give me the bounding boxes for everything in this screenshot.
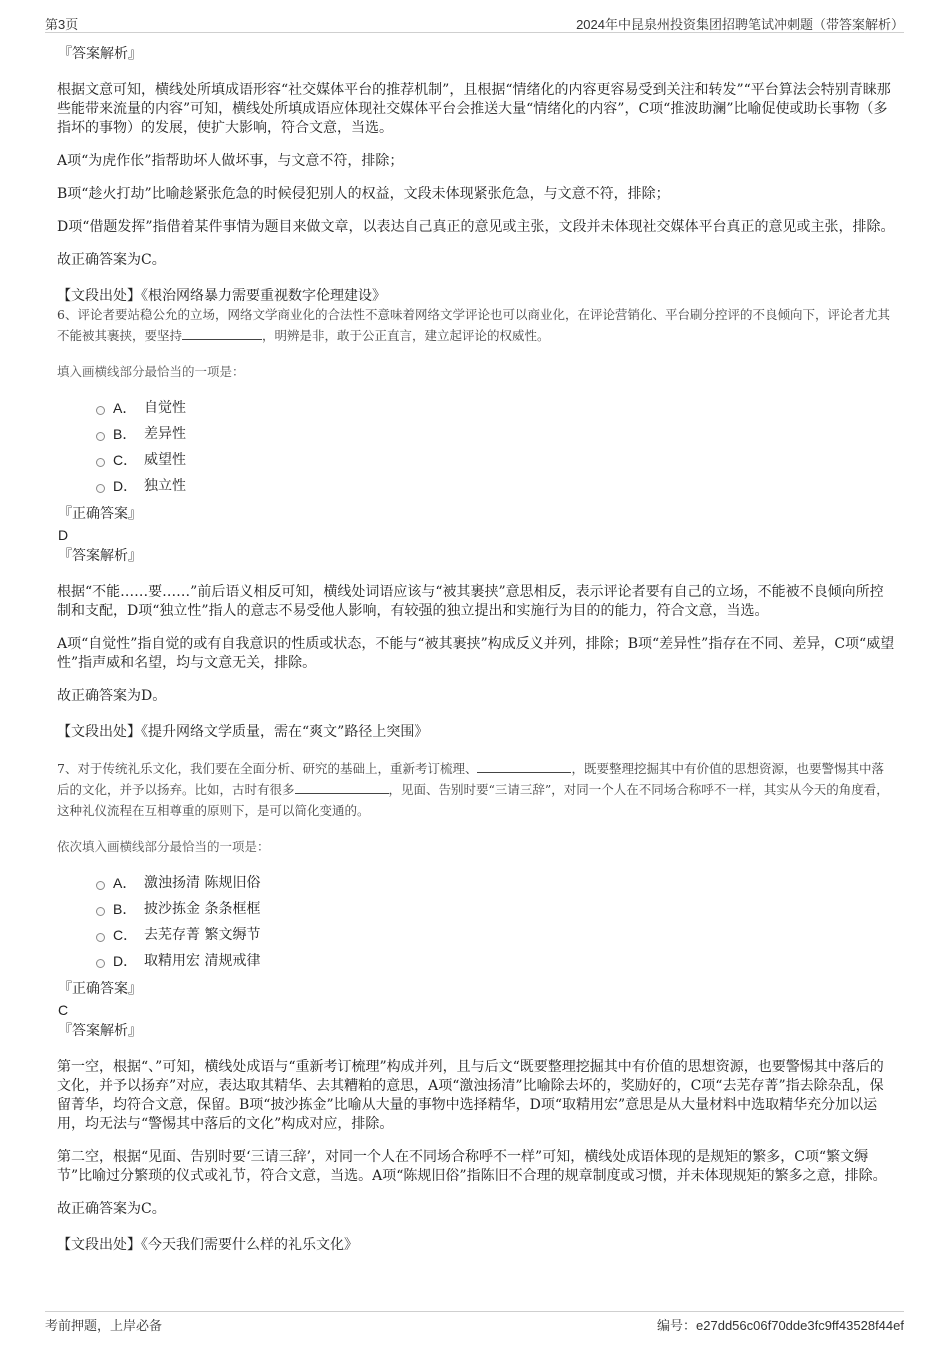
correct-answer: C — [58, 1002, 69, 1018]
option-letter: D． — [113, 478, 138, 494]
source-citation: 【文段出处】《根治网络暴力需要重视数字伦理建设》 — [57, 288, 386, 304]
blank-line — [477, 759, 571, 773]
analysis-paragraph: A项“自觉性”指自觉的或有自我意识的性质或状态，不能与“被其裹挟”构成反义并列，排除；B项“差异性”指存在不同、差异，C项“威望性”指声威和名望，均与文意无关，排除。 — [57, 636, 895, 671]
analysis-paragraph: 根据文意可知，横线处所填成语形容“社交媒体平台的推荐机制”，且根据“情绪化的内容更容易受到关注和转发”“平台算法会特别青睐那些能带来流量的内容”可知，横线处所填成语应体现社交媒体平台会推送大量“情绪化的内容”，C项“推波助澜”比喻促使或助长事物（多指坏的事物）的发展，使扩大影响，符合文意，当选。 — [57, 82, 891, 136]
stem-text: 6、评论者要站稳公允的立场，网络文学商业化的合法性不意味着网络文学评论也可以商业化，在评论营销化、平台刷分控评的不良倾向下，评论者尤其不能被其裹挟，要坚持 — [57, 307, 890, 343]
question-stem — [57, 304, 895, 346]
option-a[interactable] — [96, 870, 895, 896]
analysis-paragraph: A项“为虎作伥”指帮助坏人做坏事，与文意不符，排除； — [57, 153, 404, 169]
options-list — [96, 870, 895, 974]
option-c[interactable] — [96, 922, 895, 948]
footer-slogan: 考前押题，上岸必备 — [45, 1318, 163, 1333]
question-prompt: 依次填入画横线部分最恰当的一项是： — [57, 839, 270, 854]
option-text: 威望性 — [144, 452, 186, 468]
option-d[interactable] — [96, 948, 895, 974]
option-letter: D． — [113, 953, 138, 969]
option-a[interactable] — [96, 395, 895, 421]
radio-icon[interactable] — [96, 484, 105, 493]
question-stem — [57, 758, 895, 821]
question-prompt: 填入画横线部分最恰当的一项是： — [57, 364, 245, 379]
stem-text: ，明辨是非，敢于公正直言，建立起评论的权威性。 — [262, 328, 550, 343]
option-d[interactable] — [96, 473, 895, 499]
option-text: 披沙拣金 条条框框 — [144, 901, 261, 917]
analysis-paragraph: 根据“不能……要……”前后语义相反可知，横线处词语应该与“被其裹挟”意思相反，表示评论者要有自己的立场，不能被不良倾向所控制和支配，D项“独立性”指人的意志不易受他人影响，有较强的独立提出和实施行为目的的能力，符合文意，当选。 — [57, 584, 884, 619]
radio-icon[interactable] — [96, 959, 105, 968]
conclusion: 故正确答案为C。 — [57, 252, 166, 268]
analysis-label: 『答案解析』 — [58, 548, 142, 564]
question-7 — [57, 758, 895, 1255]
conclusion: 故正确答案为D。 — [57, 688, 167, 704]
correct-answer: D — [58, 527, 69, 543]
question-6 — [57, 304, 895, 742]
blank-line — [182, 326, 262, 340]
radio-icon[interactable] — [96, 406, 105, 415]
page-header — [45, 12, 904, 33]
analysis-paragraph: D项“借题发挥”指借着某件事情为题目来做文章，以表达自己真正的意见或主张，文段并未体现社交媒体平台真正的意见或主张，排除。 — [57, 219, 895, 235]
option-text: 独立性 — [144, 478, 186, 494]
option-text: 自觉性 — [144, 400, 186, 416]
option-c[interactable] — [96, 447, 895, 473]
stem-text: ，既要整理挖掘其中有价值的思想资源，也要警惕其中落后的文化，并予以扬弃。比如，古时有很多 — [57, 761, 884, 797]
option-text: 激浊扬清 陈规旧俗 — [144, 875, 261, 891]
option-letter: A． — [113, 875, 137, 891]
document-id: 编号：e27dd56c06f70dde3fc9ff43528f44ef — [657, 1318, 904, 1333]
analysis-paragraph: B项“趁火打劫”比喻趁紧张危急的时候侵犯别人的权益，文段未体现紧张危急，与文意不符，排除； — [57, 186, 670, 202]
analysis-label: 『答案解析』 — [58, 1023, 142, 1039]
option-text: 取精用宏 清规戒律 — [144, 953, 261, 969]
correct-answer-label: 『正确答案』 — [58, 981, 142, 997]
document-title: 2024年中昆泉州投资集团招聘笔试冲刺题（带答案解析） — [576, 17, 904, 32]
source-citation: 【文段出处】《今天我们需要什么样的礼乐文化》 — [57, 1237, 358, 1253]
blank-line — [295, 780, 389, 794]
analysis-paragraph: 第一空，根据“、”可知，横线处成语与“重新考订梳理”构成并列，且与后文“既要整理挖掘其中有价值的思想资源，也要警惕其中落后的文化，并予以扬弃”对应，表达取其精华、去其糟粕的意思，A项“激浊扬清”比喻除去坏的，奖励好的，C项“去芜存菁”指去除杂乱，保留菁华，均符合文意，保留。B项“披沙拣金”比喻从大量的事物中选择精华，D项“取精用宏”意思是从大量材料中选取精华充分加以运用，均无法与“警惕其中落后的文化”构成对应，排除。 — [57, 1059, 884, 1132]
page-footer — [45, 1311, 904, 1336]
stem-text: 7、对于传统礼乐文化，我们要在全面分析、研究的基础上，重新考订梳理、 — [57, 761, 478, 776]
radio-icon[interactable] — [96, 458, 105, 467]
document-body — [57, 44, 895, 1255]
stem-text: ，见面、告别时要“三请三辞”，对同一个人在不同场合称呼不一样，其实从今天的角度看，这种礼仪流程在互相尊重的原则下，是可以简化变通的。 — [57, 782, 889, 818]
radio-icon[interactable] — [96, 933, 105, 942]
option-letter: B． — [113, 901, 137, 917]
option-letter: B． — [113, 426, 137, 442]
correct-answer-label: 『正确答案』 — [58, 506, 142, 522]
option-letter: C． — [113, 927, 138, 943]
radio-icon[interactable] — [96, 881, 105, 890]
option-text: 去芜存菁 繁文缛节 — [144, 927, 261, 943]
radio-icon[interactable] — [96, 907, 105, 916]
conclusion: 故正确答案为C。 — [57, 1201, 166, 1217]
question-5-analysis — [57, 44, 895, 306]
radio-icon[interactable] — [96, 432, 105, 441]
option-b[interactable] — [96, 896, 895, 922]
analysis-paragraph: 第二空，根据“见面、告别时要‘三请三辞’，对同一个人在不同场合称呼不一样”可知，横线处成语体现的是规矩的繁多，C项“繁文缛节”比喻过分繁琐的仪式或礼节，符合文意，当选。A项“陈规旧俗”指陈旧不合理的规章制度或习惯，并未体现规矩的繁多之意，排除。 — [57, 1149, 887, 1184]
analysis-label: 『答案解析』 — [58, 46, 142, 62]
options-list — [96, 395, 895, 499]
page-number: 第3页 — [45, 17, 79, 32]
source-citation: 【文段出处】《提升网络文学质量，需在“爽文”路径上突围》 — [57, 724, 429, 740]
option-letter: C． — [113, 452, 138, 468]
option-letter: A． — [113, 400, 137, 416]
option-b[interactable] — [96, 421, 895, 447]
option-text: 差异性 — [144, 426, 186, 442]
